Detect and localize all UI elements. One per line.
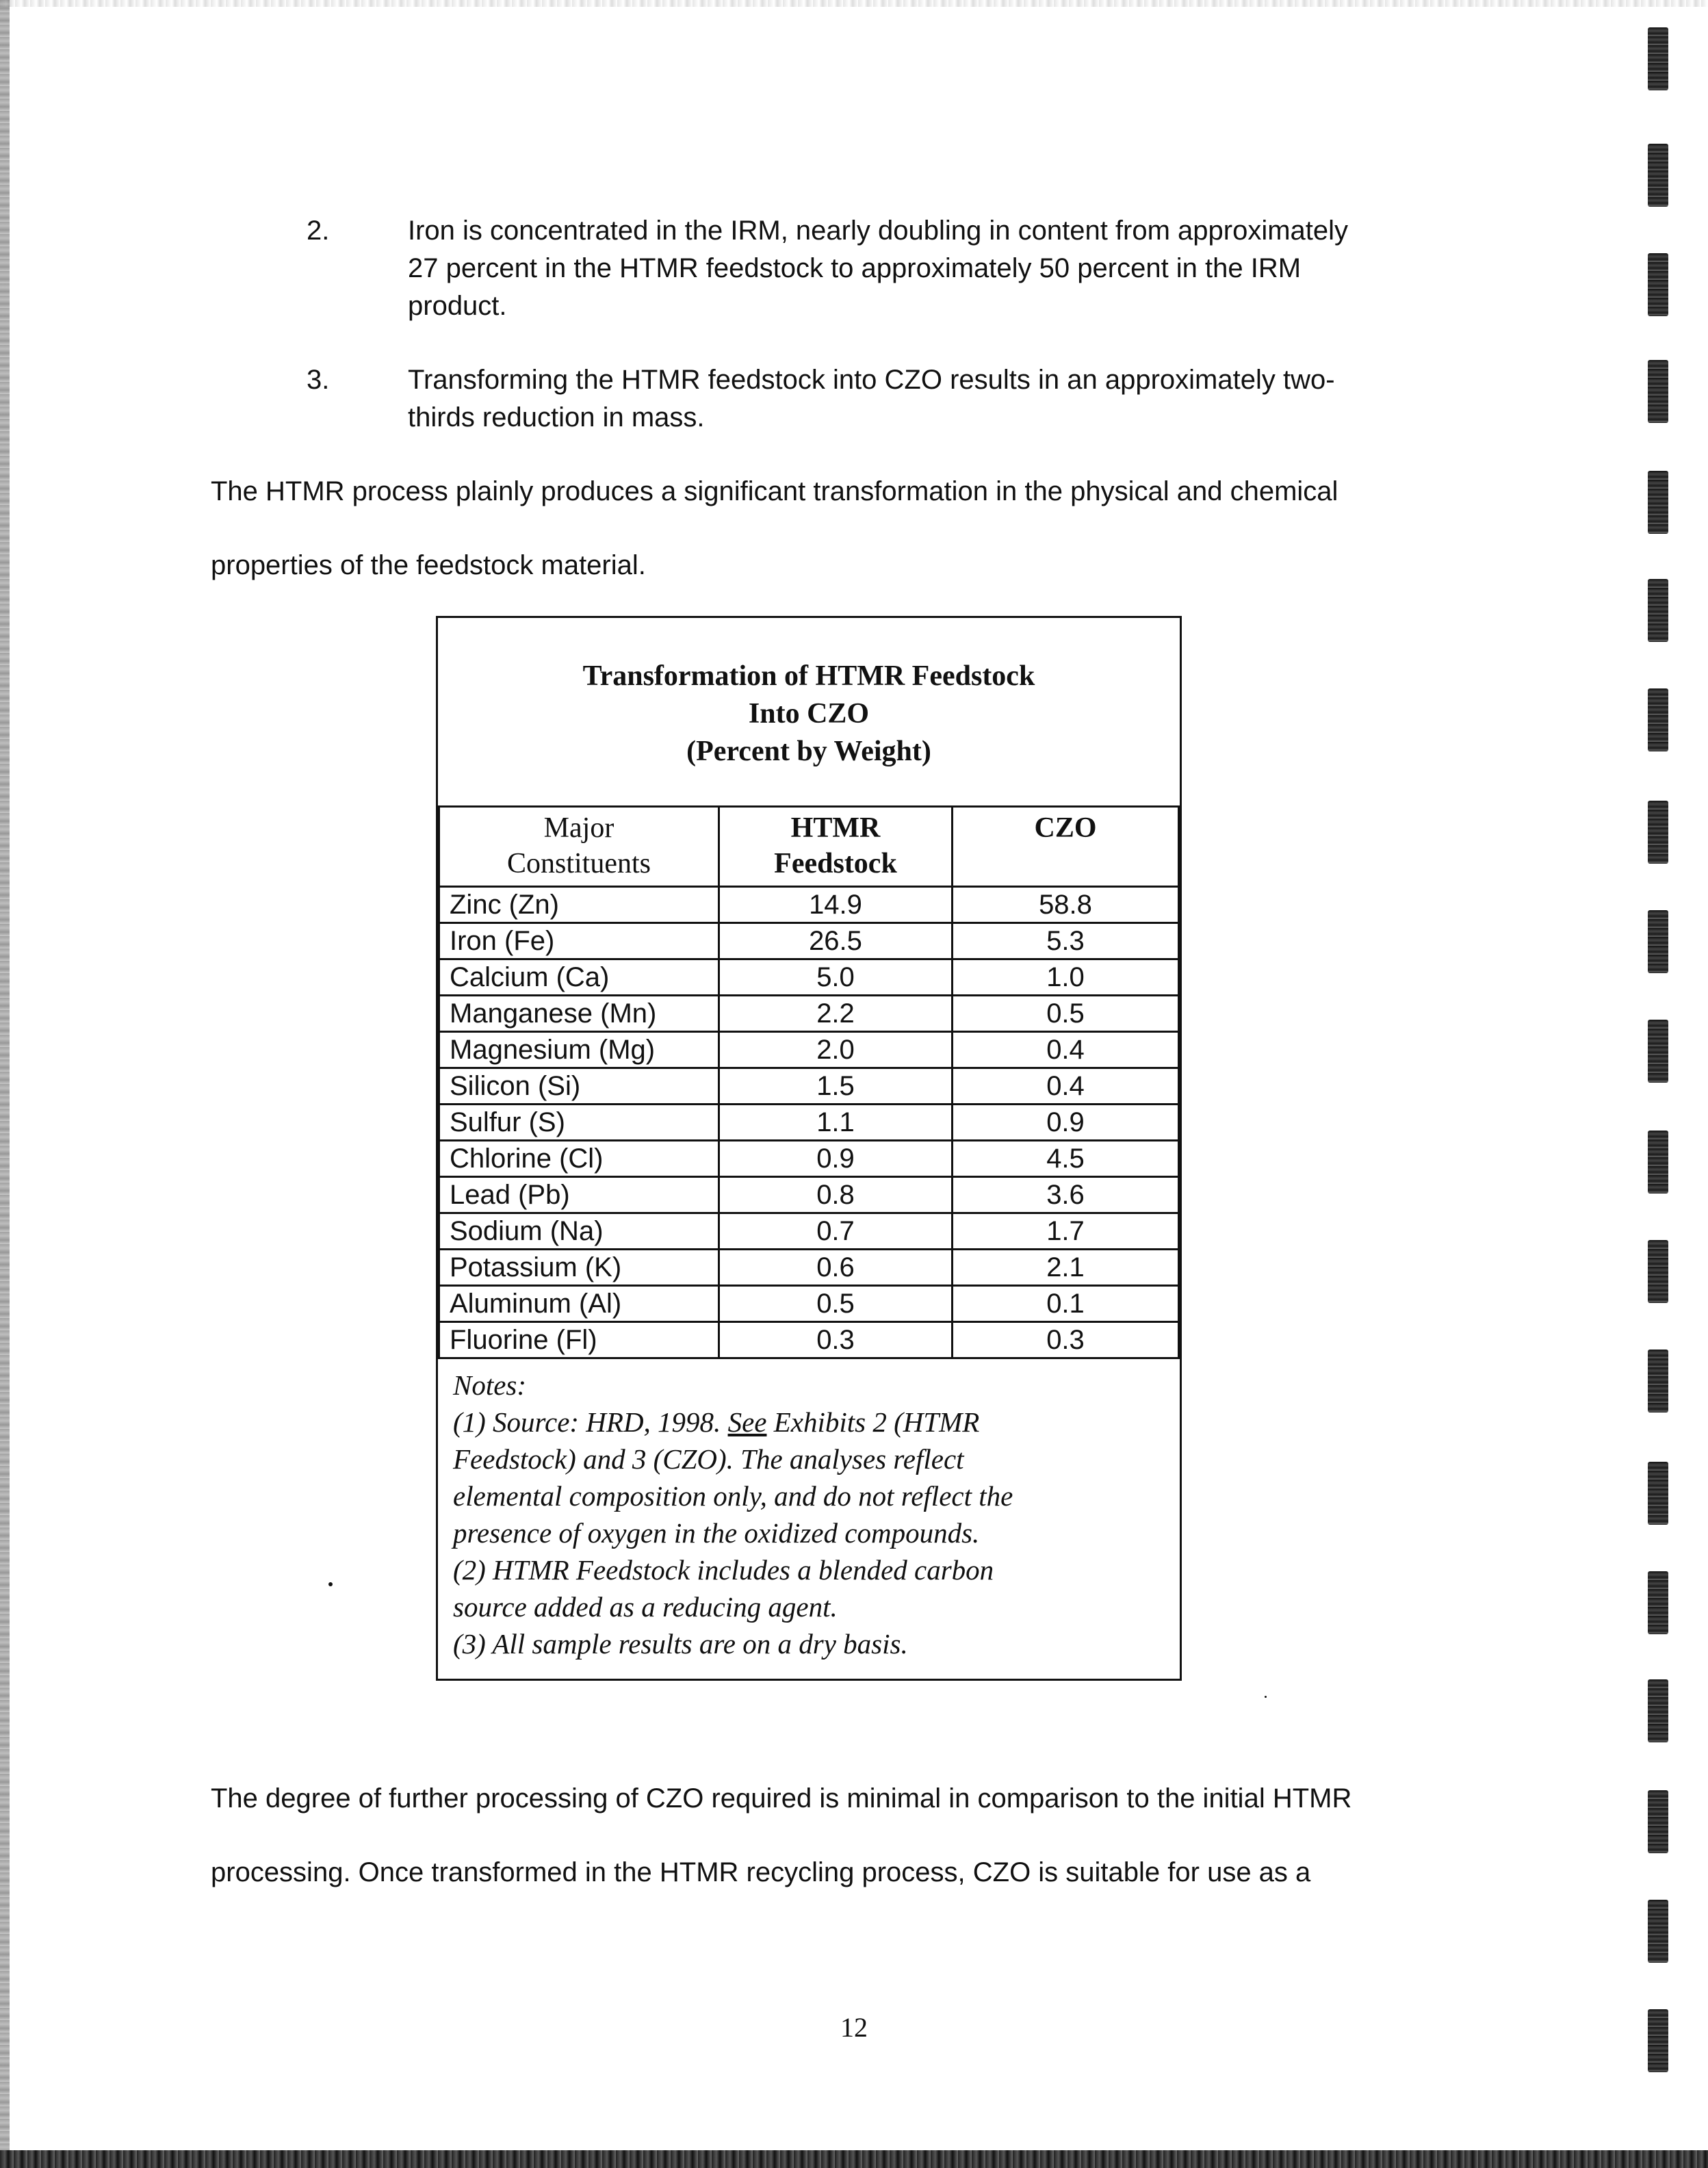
page-edge-bottom bbox=[0, 2150, 1708, 2168]
binder-hole bbox=[1648, 2009, 1668, 2072]
htmr-value-cell: 2.0 bbox=[719, 1032, 953, 1068]
paragraph-line: properties of the feedstock material. bbox=[211, 550, 646, 580]
stray-mark bbox=[328, 1582, 333, 1586]
note-text: Exhibits 2 (HTMR bbox=[766, 1406, 980, 1438]
header-line: CZO bbox=[1034, 812, 1097, 844]
table-row bbox=[439, 923, 1179, 959]
constituent-cell: Fluorine (Fl) bbox=[439, 1322, 719, 1358]
czo-value-cell: 58.8 bbox=[953, 887, 1179, 923]
paragraph-line: processing. Once transformed in the HTMR recycling process, CZO is suitable for use as a bbox=[211, 1857, 1311, 1887]
list-number: 2. bbox=[307, 216, 330, 246]
binder-hole bbox=[1648, 801, 1668, 864]
paragraph-line: The degree of further processing of CZO required is minimal in comparison to the initial HTMR bbox=[211, 1783, 1352, 1814]
htmr-value-cell: 0.6 bbox=[719, 1250, 953, 1286]
htmr-value-cell: 0.3 bbox=[719, 1322, 953, 1358]
note-line: Feedstock) and 3 (CZO). The analyses reflect bbox=[453, 1443, 964, 1475]
binder-hole bbox=[1648, 144, 1668, 207]
table-notes bbox=[453, 1367, 1165, 1662]
table-row bbox=[439, 1177, 1179, 1213]
constituent-cell: Aluminum (Al) bbox=[439, 1286, 719, 1322]
binder-hole bbox=[1648, 1900, 1668, 1963]
htmr-value-cell: 26.5 bbox=[719, 923, 953, 959]
table-row bbox=[439, 887, 1179, 923]
czo-value-cell: 0.5 bbox=[953, 996, 1179, 1032]
note-line: source added as a reducing agent. bbox=[453, 1591, 838, 1623]
notes-heading: Notes: bbox=[453, 1369, 527, 1401]
constituent-cell: Sulfur (S) bbox=[439, 1105, 719, 1141]
htmr-value-cell: 5.0 bbox=[719, 959, 953, 996]
table-row bbox=[439, 1322, 1179, 1358]
binder-hole bbox=[1648, 688, 1668, 751]
binder-hole bbox=[1648, 253, 1668, 316]
htmr-value-cell: 0.8 bbox=[719, 1177, 953, 1213]
page-number: 12 bbox=[840, 2012, 868, 2043]
htmr-value-cell: 0.7 bbox=[719, 1213, 953, 1250]
paragraph-line: The HTMR process plainly produces a significant transformation in the physical and chemical bbox=[211, 476, 1338, 506]
header-line: HTMR bbox=[790, 812, 881, 844]
composition-table bbox=[438, 805, 1180, 1359]
table-title-line: Into CZO bbox=[748, 698, 870, 730]
list-line: product. bbox=[408, 291, 507, 321]
page-edge-top bbox=[0, 0, 1708, 7]
constituent-cell: Silicon (Si) bbox=[439, 1068, 719, 1105]
list-line: 27 percent in the HTMR feedstock to approximately 50 percent in the IRM bbox=[408, 253, 1302, 283]
constituent-cell: Iron (Fe) bbox=[439, 923, 719, 959]
table-row bbox=[439, 1068, 1179, 1105]
note-line: presence of oxygen in the oxidized compounds. bbox=[453, 1517, 980, 1549]
binder-hole bbox=[1648, 27, 1668, 90]
constituent-cell: Magnesium (Mg) bbox=[439, 1032, 719, 1068]
htmr-value-cell: 1.1 bbox=[719, 1105, 953, 1141]
czo-value-cell: 0.9 bbox=[953, 1105, 1179, 1141]
czo-value-cell: 1.7 bbox=[953, 1213, 1179, 1250]
table-title bbox=[438, 658, 1180, 771]
constituent-cell: Calcium (Ca) bbox=[439, 959, 719, 996]
czo-value-cell: 3.6 bbox=[953, 1177, 1179, 1213]
note-line: (3) All sample results are on a dry basis. bbox=[453, 1628, 908, 1660]
column-header-constituents bbox=[439, 807, 719, 887]
table-row bbox=[439, 1105, 1179, 1141]
table-row bbox=[439, 1286, 1179, 1322]
table-row bbox=[439, 1213, 1179, 1250]
binder-hole bbox=[1648, 1240, 1668, 1303]
constituent-cell: Potassium (K) bbox=[439, 1250, 719, 1286]
czo-value-cell: 4.5 bbox=[953, 1141, 1179, 1177]
czo-value-cell: 0.4 bbox=[953, 1068, 1179, 1105]
table-row bbox=[439, 1141, 1179, 1177]
list-text bbox=[408, 361, 1489, 437]
list-text bbox=[408, 212, 1489, 325]
binder-hole bbox=[1648, 579, 1668, 642]
constituent-cell: Manganese (Mn) bbox=[439, 996, 719, 1032]
binder-hole bbox=[1648, 1131, 1668, 1193]
htmr-value-cell: 1.5 bbox=[719, 1068, 953, 1105]
czo-value-cell: 0.1 bbox=[953, 1286, 1179, 1322]
czo-value-cell: 0.3 bbox=[953, 1322, 1179, 1358]
constituent-cell: Sodium (Na) bbox=[439, 1213, 719, 1250]
column-header-htmr bbox=[719, 807, 953, 887]
body-paragraph bbox=[211, 1762, 1484, 1909]
list-line: thirds reduction in mass. bbox=[408, 402, 705, 433]
header-line: Constituents bbox=[506, 848, 651, 879]
binder-hole-strip bbox=[1648, 27, 1671, 2121]
constituent-cell: Zinc (Zn) bbox=[439, 887, 719, 923]
htmr-value-cell: 0.9 bbox=[719, 1141, 953, 1177]
table-title-line: (Percent by Weight) bbox=[686, 736, 931, 767]
czo-value-cell: 0.4 bbox=[953, 1032, 1179, 1068]
table-title-line: Transformation of HTMR Feedstock bbox=[582, 660, 1035, 692]
binder-hole bbox=[1648, 1790, 1668, 1853]
htmr-value-cell: 14.9 bbox=[719, 887, 953, 923]
page-edge-left bbox=[0, 0, 10, 2168]
note-line: elemental composition only, and do not reflect the bbox=[453, 1480, 1013, 1512]
binder-hole bbox=[1648, 1020, 1668, 1083]
czo-value-cell: 5.3 bbox=[953, 923, 1179, 959]
htmr-value-cell: 0.5 bbox=[719, 1286, 953, 1322]
note-text: (1) Source: HRD, 1998. bbox=[453, 1406, 728, 1438]
binder-hole bbox=[1648, 1462, 1668, 1525]
htmr-value-cell: 2.2 bbox=[719, 996, 953, 1032]
column-header-czo bbox=[953, 807, 1179, 887]
table-row bbox=[439, 1032, 1179, 1068]
binder-hole bbox=[1648, 1679, 1668, 1742]
stray-mark bbox=[1265, 1696, 1267, 1698]
table-header-row bbox=[439, 807, 1179, 887]
table-row bbox=[439, 996, 1179, 1032]
binder-hole bbox=[1648, 1350, 1668, 1412]
header-line: Feedstock bbox=[774, 848, 897, 879]
note-see: See bbox=[727, 1406, 767, 1438]
list-line: Transforming the HTMR feedstock into CZO results in an approximately two- bbox=[408, 365, 1335, 395]
composition-table-box bbox=[436, 616, 1182, 1681]
table-body bbox=[439, 887, 1179, 1358]
binder-hole bbox=[1648, 471, 1668, 534]
czo-value-cell: 2.1 bbox=[953, 1250, 1179, 1286]
body-paragraph bbox=[211, 454, 1484, 602]
binder-hole bbox=[1648, 360, 1668, 423]
table-row bbox=[439, 959, 1179, 996]
list-number: 3. bbox=[307, 365, 330, 395]
header-line: Major bbox=[543, 812, 614, 844]
table-row bbox=[439, 1250, 1179, 1286]
list-line: Iron is concentrated in the IRM, nearly doubling in content from approximately bbox=[408, 216, 1349, 246]
note-line bbox=[453, 1404, 1165, 1441]
note-line: (2) HTMR Feedstock includes a blended carbon bbox=[453, 1554, 994, 1586]
constituent-cell: Chlorine (Cl) bbox=[439, 1141, 719, 1177]
binder-hole bbox=[1648, 910, 1668, 973]
binder-hole bbox=[1648, 1571, 1668, 1634]
czo-value-cell: 1.0 bbox=[953, 959, 1179, 996]
constituent-cell: Lead (Pb) bbox=[439, 1177, 719, 1213]
